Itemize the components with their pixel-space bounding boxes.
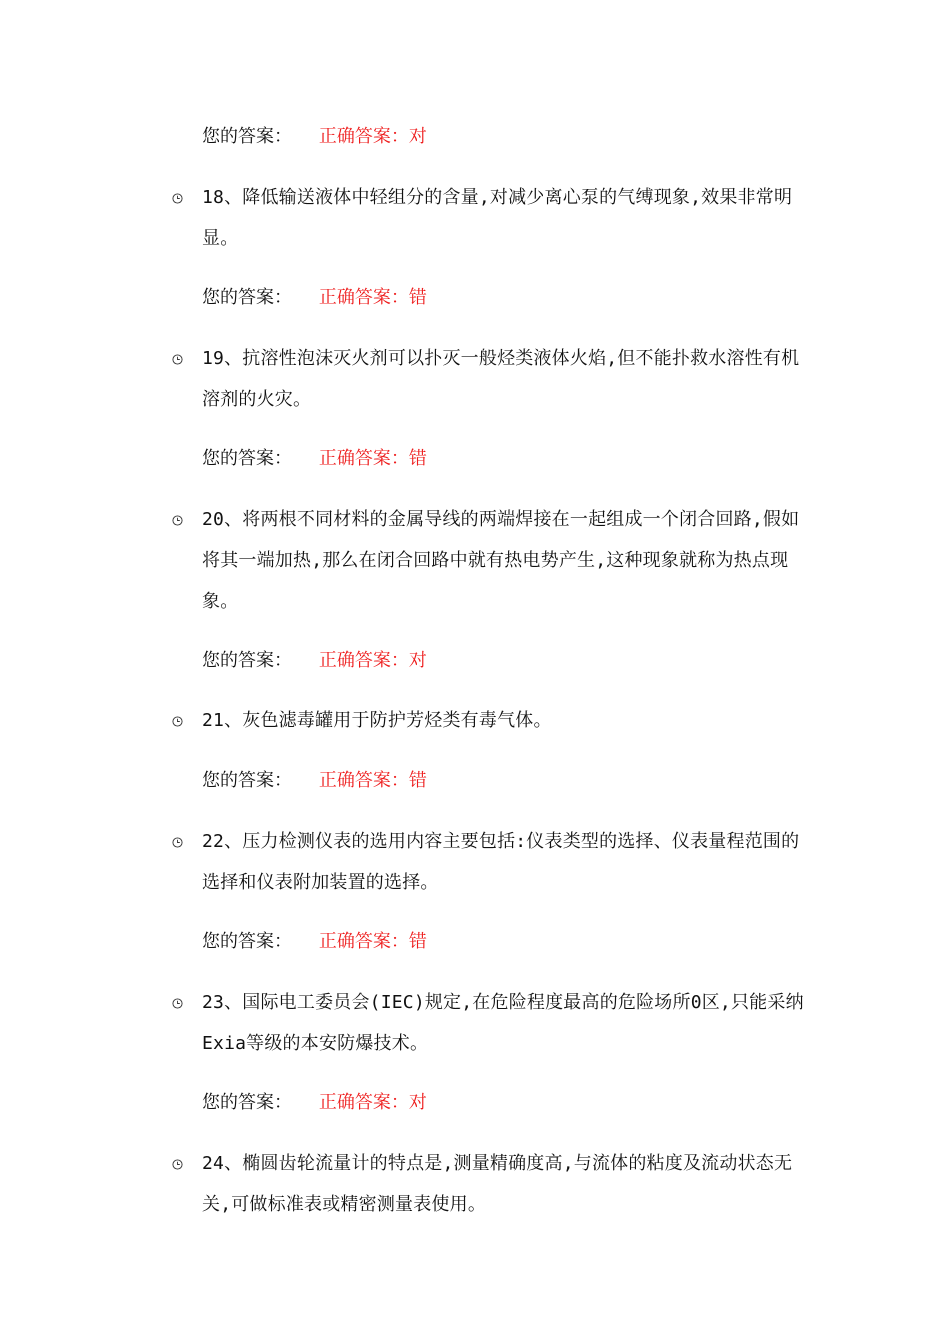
question-text: 18、降低输送液体中轻组分的含量,对减少离心泵的气缚现象,效果非常明显。: [202, 187, 793, 249]
answer-line-17: [202, 125, 427, 149]
correct-answer-value: 错: [408, 448, 427, 469]
clock-icon: [172, 716, 183, 727]
correct-answer-value: 错: [408, 770, 427, 791]
correct-answer-value: 对: [408, 650, 427, 671]
correct-answer-label: 正确答案：: [318, 650, 409, 671]
your-answer-label: 您的答案：: [202, 931, 292, 952]
correct-answer-value: 错: [408, 931, 427, 952]
correct-answer-label: 正确答案：: [318, 931, 409, 952]
answer-line-23: [202, 1091, 427, 1115]
correct-answer-value: 对: [408, 1092, 427, 1113]
question-text: 19、抗溶性泡沫灭火剂可以扑灭一般烃类液体火焰,但不能扑救水溶性有机溶剂的火灾。: [202, 348, 800, 410]
correct-answer-label: 正确答案：: [318, 126, 409, 147]
clock-icon: [172, 515, 183, 526]
question-text: 20、将两根不同材料的金属导线的两端焊接在一起组成一个闭合回路,假如将其一端加热,那么在闭合回路中就有热电势产生,这种现象就称为热点现象。: [202, 509, 800, 612]
answer-line-19: [202, 447, 427, 471]
answer-line-20: [202, 649, 427, 673]
correct-answer-label: 正确答案：: [318, 448, 409, 469]
correct-answer: [319, 126, 427, 147]
correct-answer-label: 正确答案：: [318, 287, 409, 308]
your-answer-label: 您的答案：: [202, 126, 292, 147]
correct-answer-label: 正确答案：: [318, 770, 409, 791]
your-answer-label: 您的答案：: [202, 770, 292, 791]
answer-line-21: [202, 769, 427, 793]
your-answer-label: 您的答案：: [202, 1092, 292, 1113]
question-text: 24、椭圆齿轮流量计的特点是,测量精确度高,与流体的粘度及流动状态无关,可做标准表或精密测量表使用。: [202, 1153, 793, 1215]
clock-icon: [172, 193, 183, 204]
question-text: 21、灰色滤毒罐用于防护芳烃类有毒气体。: [202, 710, 552, 731]
your-answer-label: 您的答案：: [202, 650, 292, 671]
correct-answer-value: 错: [408, 287, 427, 308]
your-answer-label: 您的答案：: [202, 287, 292, 308]
correct-answer: [319, 931, 427, 952]
correct-answer-label: 正确答案：: [318, 1092, 409, 1113]
your-answer-label: 您的答案：: [202, 448, 292, 469]
correct-answer: [319, 650, 427, 671]
answer-line-18: [202, 286, 427, 310]
clock-icon: [172, 837, 183, 848]
correct-answer: [319, 448, 427, 469]
clock-icon: [172, 1159, 183, 1170]
correct-answer-value: 对: [408, 126, 427, 147]
question-text: 23、国际电工委员会(IEC)规定,在危险程度最高的危险场所0区,只能采纳Exia等级的本安防爆技术。: [202, 992, 804, 1054]
answer-line-22: [202, 930, 427, 954]
clock-icon: [172, 354, 183, 365]
question-text: 22、压力检测仪表的选用内容主要包括:仪表类型的选择、仪表量程范围的选择和仪表附加装置的选择。: [202, 831, 800, 893]
correct-answer: [319, 287, 427, 308]
correct-answer: [319, 1092, 427, 1113]
clock-icon: [172, 998, 183, 1009]
correct-answer: [319, 770, 427, 791]
